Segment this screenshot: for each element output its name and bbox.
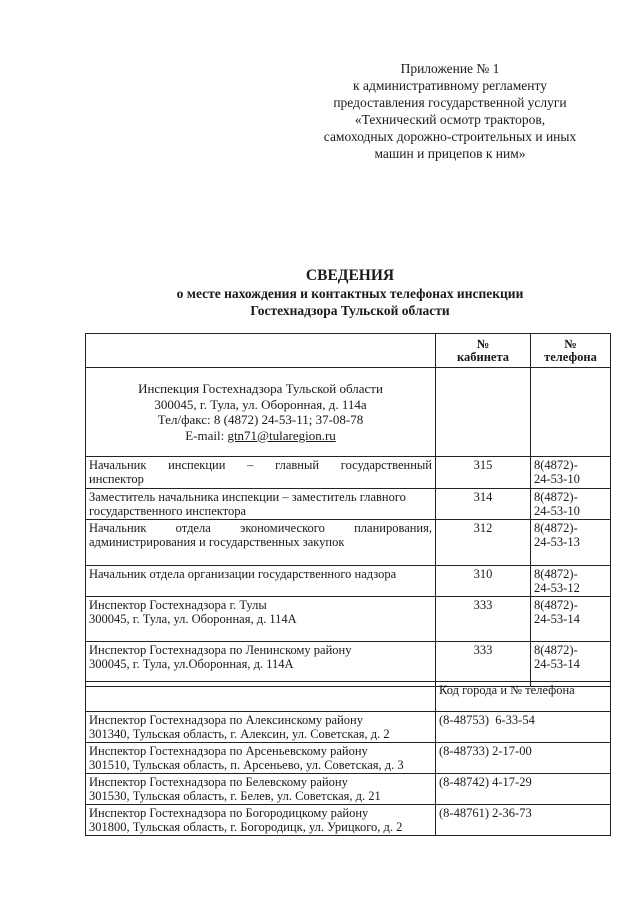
document-title — [40, 267, 640, 319]
header-room-line: кабинета — [456, 349, 509, 364]
district-header-row — [86, 682, 611, 712]
phone-line: 24-53-14 — [534, 657, 580, 671]
header-room-line: № — [476, 336, 490, 351]
district-table — [85, 681, 611, 836]
appendix-line: «Технический осмотр тракторов, — [354, 112, 546, 127]
appendix-line: машин и прицепов к ним» — [374, 146, 526, 161]
room-cell: 333 — [436, 597, 531, 642]
phone-line: 8(4872)- — [534, 567, 578, 581]
phone-line: 24-53-12 — [534, 581, 580, 595]
district-phone-cell: (8-48742) 4-17-29 — [436, 774, 611, 805]
phone-line: 24-53-10 — [534, 472, 580, 486]
contacts-table — [85, 333, 611, 687]
position-cell — [86, 457, 436, 489]
phone-line: 24-53-13 — [534, 535, 580, 549]
appendix-line: Приложение № 1 — [400, 61, 500, 76]
empty-cell — [531, 368, 611, 457]
inspector-line: Инспектор Гостехнадзора по Арсеньевскому району — [89, 744, 368, 758]
phone-line: 8(4872)- — [534, 490, 578, 504]
district-inspector-cell — [86, 712, 436, 743]
district-inspector-cell — [86, 774, 436, 805]
position-line: 300045, г. Тула, ул.Оборонная, д. 114А — [89, 657, 294, 671]
table-row — [86, 489, 611, 520]
position-line: Заместитель начальника инспекции – заместитель главного — [89, 490, 406, 504]
inspector-line: Инспектор Гостехнадзора по Алексинскому району — [89, 713, 363, 727]
phone-cell — [531, 566, 611, 597]
organization-email — [89, 428, 432, 444]
header-empty-cell — [86, 334, 436, 368]
phone-line: 24-53-14 — [534, 612, 580, 626]
header-phone-line: телефона — [544, 349, 597, 364]
position-cell — [86, 489, 436, 520]
room-cell: 312 — [436, 520, 531, 566]
table-row — [86, 712, 611, 743]
appendix-block — [300, 60, 600, 162]
position-line: Инспектор Гостехнадзора г. Тулы — [89, 598, 267, 612]
appendix-line: к административному регламенту — [353, 78, 547, 93]
address-line: 301340, Тульская область, г. Алексин, ул. Советская, д. 2 — [89, 727, 390, 741]
district-inspector-cell — [86, 743, 436, 774]
table-row — [86, 743, 611, 774]
position-cell — [86, 520, 436, 566]
room-cell: 333 — [436, 642, 531, 687]
table-row — [86, 457, 611, 489]
organization-row — [86, 368, 611, 457]
table-row — [86, 805, 611, 836]
phone-line: 8(4872)- — [534, 521, 578, 535]
inspector-line: Инспектор Гостехнадзора по Богородицкому району — [89, 806, 369, 820]
inspector-line: Инспектор Гостехнадзора по Белевскому району — [89, 775, 348, 789]
position-line: администрирования и государственных закупок — [89, 535, 345, 549]
phone-line: 8(4872)- — [534, 598, 578, 612]
room-cell: 315 — [436, 457, 531, 489]
table-row — [86, 520, 611, 566]
title-main: СВЕДЕНИЯ — [305, 267, 395, 284]
email-link[interactable]: gtn71@tularegion.ru — [227, 427, 336, 443]
room-cell: 310 — [436, 566, 531, 597]
title-line: Гостехнадзора Тульской области — [250, 303, 450, 318]
position-line: Инспектор Гостехнадзора по Ленинскому району — [89, 643, 352, 657]
district-inspector-cell — [86, 805, 436, 836]
position-cell — [86, 566, 436, 597]
position-cell — [86, 642, 436, 687]
position-line: Начальник отдела экономического планирования, — [89, 521, 432, 535]
position-line: государственного инспектора — [89, 504, 247, 518]
district-header-phone: Код города и № телефона — [436, 682, 611, 712]
appendix-line: самоходных дорожно-строительных и иных — [323, 129, 577, 144]
table-row — [86, 566, 611, 597]
phone-cell — [531, 489, 611, 520]
table-header-row — [86, 334, 611, 368]
district-header-empty — [86, 682, 436, 712]
header-room — [436, 334, 531, 368]
organization-phone-fax: Тел/факс: 8 (4872) 24-53-11; 37-08-78 — [157, 412, 364, 427]
phone-cell — [531, 597, 611, 642]
position-line: инспектор — [89, 472, 144, 486]
address-line: 301530, Тульская область, г. Белев, ул. Советская, д. 21 — [89, 789, 381, 803]
district-phone-cell: (8-48733) 2-17-00 — [436, 743, 611, 774]
header-phone-line: № — [564, 336, 577, 351]
district-phone-cell: (8-48753) 6-33-54 — [436, 712, 611, 743]
position-line: Начальник инспекции – главный государственный — [89, 458, 432, 472]
table-row — [86, 597, 611, 642]
room-cell: 314 — [436, 489, 531, 520]
header-phone — [531, 334, 611, 368]
position-line: 300045, г. Тула, ул. Оборонная, д. 114А — [89, 612, 297, 626]
table-row — [86, 642, 611, 687]
phone-line: 8(4872)- — [534, 458, 578, 472]
appendix-line: предоставления государственной услуги — [333, 95, 567, 110]
address-line: 301800, Тульская область, г. Богородицк, ул. Урицкого, д. 2 — [89, 820, 403, 834]
phone-cell — [531, 520, 611, 566]
phone-line: 24-53-10 — [534, 504, 580, 518]
table-row — [86, 774, 611, 805]
phone-cell — [531, 457, 611, 489]
phone-line: 8(4872)- — [534, 643, 578, 657]
title-line: о месте нахождения и контактных телефонах инспекции — [176, 286, 524, 301]
position-cell — [86, 597, 436, 642]
organization-name: Инспекция Гостехнадзора Тульской области — [138, 381, 383, 396]
organization-address: 300045, г. Тула, ул. Оборонная, д. 114а — [154, 396, 367, 412]
district-phone-cell: (8-48761) 2-36-73 — [436, 805, 611, 836]
email-label: E-mail: — [185, 427, 228, 443]
empty-cell — [436, 368, 531, 457]
phone-cell — [531, 642, 611, 687]
position-line: Начальник отдела организации государственного надзора — [89, 567, 397, 581]
address-line: 301510, Тульская область, п. Арсеньево, ул. Советская, д. 3 — [89, 758, 404, 772]
organization-info — [86, 368, 436, 457]
